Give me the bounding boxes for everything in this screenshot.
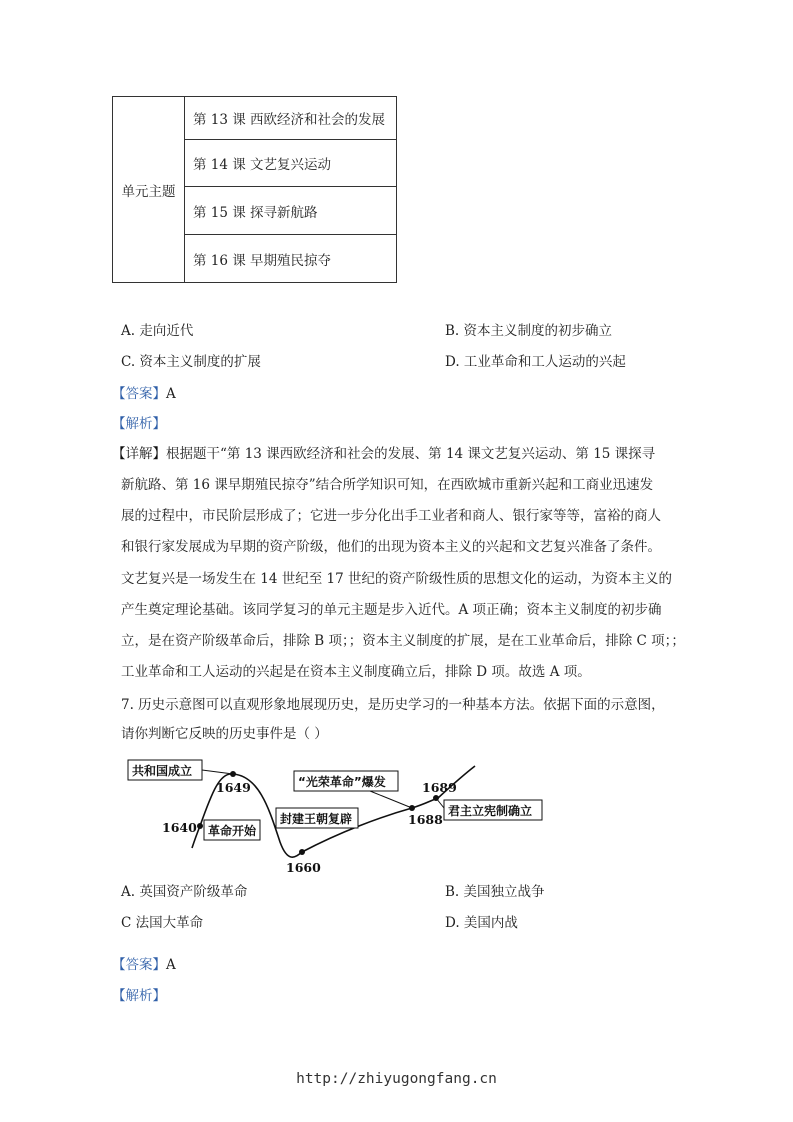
year-1649: 1649 [216, 780, 251, 795]
table-row-lesson-15: 第 15 课 探寻新航路 [185, 187, 396, 235]
connector-republic [202, 770, 233, 774]
q6-option-d: D. 工业革命和工人运动的兴起 [445, 354, 626, 370]
q6-detail-line-5: 文艺复兴是一场发生在 14 世纪至 17 世纪的资产阶级性质的思想文化的运动，为资本主义的 [121, 571, 673, 587]
revolution-timeline-diagram [120, 752, 560, 877]
detail-tag: 【详解】 [112, 446, 166, 462]
connector-constitutional [436, 798, 444, 808]
q6-option-c: C. 资本主义制度的扩展 [121, 354, 261, 370]
q7-stem-line-2: 请你判断它反映的历史事件是（ ） [121, 726, 328, 742]
answer-value: A [166, 957, 176, 973]
q7-analysis-tag: 【解析】 [112, 988, 166, 1004]
q7-option-a: A. 英国资产阶级革命 [121, 884, 248, 900]
q6-option-a: A. 走向近代 [121, 323, 194, 339]
q7-stem-line-1: 7. 历史示意图可以直观形象地展现历史，是历史学习的一种基本方法。依据下面的示意图， [121, 697, 665, 713]
label-glorious: “光荣革命”爆发 [298, 775, 386, 789]
table-left-label: 单元主题 [113, 97, 185, 282]
q7-option-b: B. 美国独立战争 [445, 884, 545, 900]
q6-option-b: B. 资本主义制度的初步确立 [445, 323, 613, 339]
q6-answer [112, 384, 176, 404]
table-row-lesson-16: 第 16 课 早期殖民掠夺 [193, 252, 332, 269]
q6-detail-line-8: 工业革命和工人运动的兴起是在资本主义制度确立后，排除 D 项。故选 A 项。 [121, 664, 591, 680]
connector-glorious [370, 791, 412, 808]
q6-detail-line-2: 新航路、第 16 课早期殖民掠夺”结合所学知识可知，在西欧城市重新兴起和工商业迅速发 [121, 477, 654, 493]
q6-detail-line-6: 产生奠定理论基础。该同学复习的单元主题是步入近代。A 项正确；资本主义制度的初步确 [121, 602, 662, 618]
q7-option-d: D. 美国内战 [445, 915, 518, 931]
answer-tag: 【答案】 [112, 957, 166, 973]
table-row-lesson-14: 第 14 课 文艺复兴运动 [185, 140, 396, 187]
label-republic: 共和国成立 [132, 764, 193, 778]
label-revolution-start: 革命开始 [208, 824, 257, 838]
table-row-lesson-13: 第 13 课 西欧经济和社会的发展 [185, 97, 396, 140]
point-1640 [197, 823, 203, 829]
q6-detail-line-1: 【详解】根据题干“第 13 课西欧经济和社会的发展、第 14 课文艺复兴运动、第 15 课探寻 [112, 446, 656, 462]
year-1688: 1688 [408, 812, 443, 827]
answer-value: A [166, 386, 176, 402]
label-constitutional: 君主立宪制确立 [448, 804, 533, 818]
answer-tag: 【答案】 [112, 386, 166, 402]
q7-option-c: C 法国大革命 [121, 915, 204, 931]
q6-detail-line-4: 和银行家发展成为早期的资产阶级，他们的出现为资本主义的兴起和文艺复兴准备了条件。 [121, 539, 661, 555]
q6-detail-line-3: 展的过程中，市民阶层形成了；它进一步分化出手工业者和商人、银行家等等，富裕的商人 [121, 508, 661, 524]
year-1640: 1640 [162, 820, 197, 835]
footer-url: http://zhiyugongfang.cn [296, 1071, 497, 1087]
q6-detail-line-7: 立，是在资产阶级革命后，排除 B 项；；资本主义制度的扩展，是在工业革命后，排除 C 项；； [121, 633, 685, 649]
unit-theme-table [112, 96, 397, 283]
q6-analysis-tag: 【解析】 [112, 416, 166, 432]
point-1660 [299, 849, 305, 855]
year-1689: 1689 [422, 780, 457, 795]
label-restoration: 封建王朝复辟 [280, 812, 353, 826]
q7-answer [112, 955, 176, 975]
year-1660: 1660 [286, 860, 321, 875]
